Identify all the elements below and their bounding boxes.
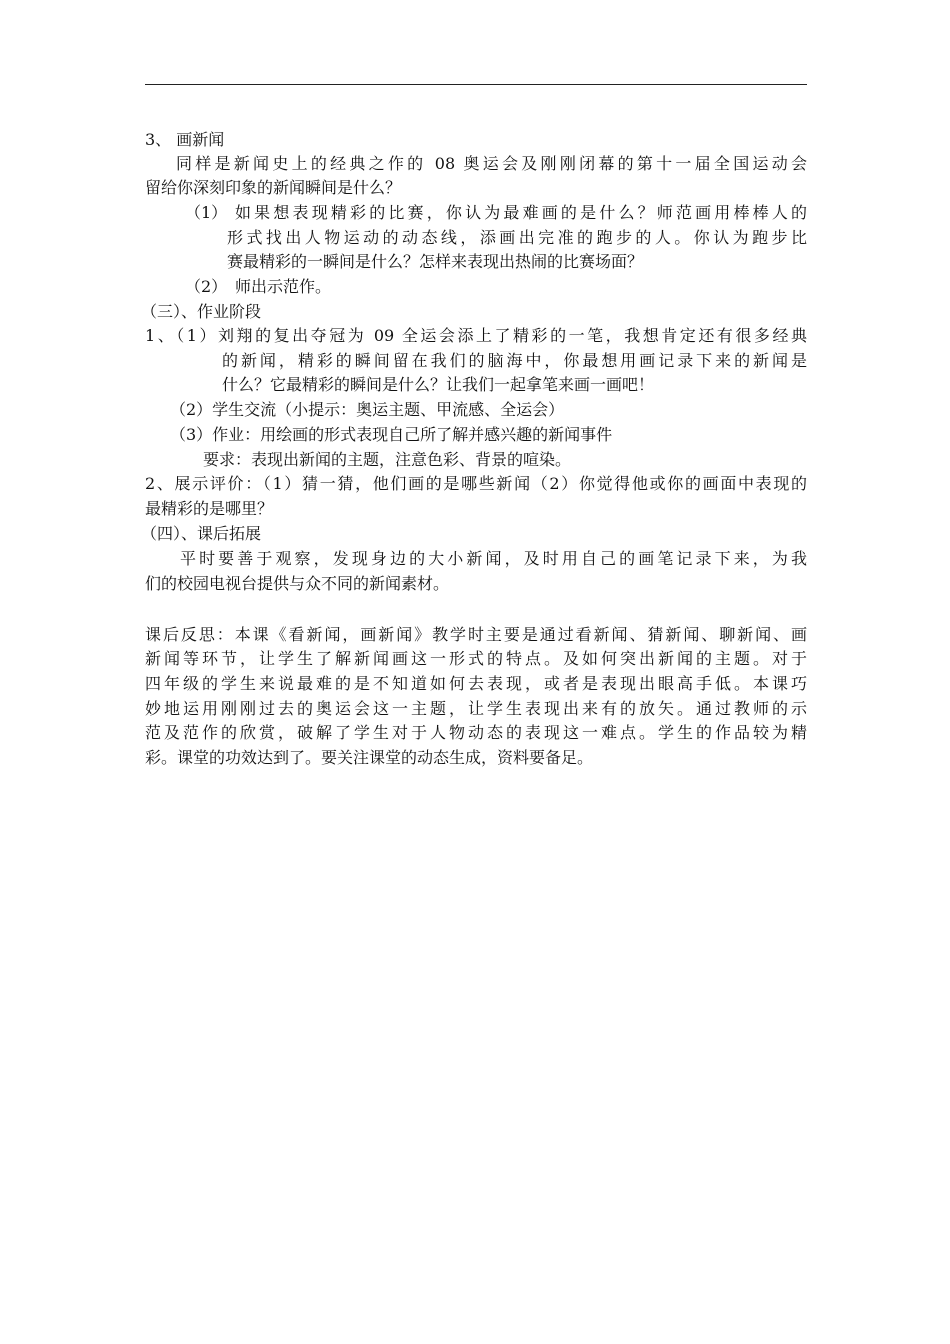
reflection-line: 范及范作的欣赏，破解了学生对于人物动态的表现这一难点。学生的作品较为精 [145, 723, 807, 742]
paragraph-line: 的新闻，精彩的瞬间留在我们的脑海中，你最想用画记录下来的新闻是 [222, 351, 807, 370]
paragraph-line: 留给你深刻印象的新闻瞬间是什么？ [145, 178, 402, 197]
paragraph-line: 平时要善于观察，发现身边的大小新闻，及时用自己的画笔记录下来，为我 [180, 549, 807, 568]
reflection-line: 新闻等环节，让学生了解新闻画这一形式的特点。及如何突出新闻的主题。对于 [145, 649, 807, 668]
reflection-line: 四年级的学生来说最难的是不知道如何去表现，或者是表现出眼高手低。本课巧 [145, 674, 807, 693]
list-item-text: 如果想表现精彩的比赛，你认为最难画的是什么？师范画用棒棒人的 [235, 203, 807, 222]
list-item-number: （1） [185, 203, 228, 222]
paragraph-line: 1、（1）刘翔的复出夺冠为 09 全运会添上了精彩的一笔，我想肯定还有很多经典 [145, 326, 807, 345]
paragraph-line: 们的校园电视台提供与众不同的新闻素材。 [145, 574, 450, 593]
section-heading: （三）、作业阶段 [141, 302, 262, 321]
paragraph-line: （2）学生交流（小提示：奥运主题、甲流感、全运会） [170, 400, 565, 419]
paragraph-line: （3）作业：用绘画的形式表现自己所了解并感兴趣的新闻事件 [170, 425, 613, 444]
paragraph-line: 同样是新闻史上的经典之作的 08 奥运会及刚刚闭幕的第十一届全国运动会 [176, 154, 807, 173]
reflection-line: 妙地运用刚刚过去的奥运会这一主题，让学生表现出来有的放矢。通过教师的示 [145, 699, 807, 718]
list-item-text: 形式找出人物运动的动态线，添画出完准的跑步的人。你认为跑步比 [227, 228, 807, 247]
reflection-line: 彩。课堂的功效达到了。要关注课堂的动态生成，资料要备足。 [145, 748, 594, 767]
list-item-number: （2） [185, 277, 228, 296]
list-item-text: 赛最精彩的一瞬间是什么？怎样来表现出热闹的比赛场面？ [227, 252, 644, 271]
list-item-text: 师出示范作。 [235, 277, 332, 296]
paragraph-line: 什么？它最精彩的瞬间是什么？让我们一起拿笔来画一画吧！ [222, 375, 655, 394]
section-heading: （四）、课后拓展 [141, 524, 262, 543]
paragraph-line: 要求：表现出新闻的主题，注意色彩、背景的喧染。 [203, 450, 572, 469]
section-heading: 3、 画新闻 [145, 130, 225, 149]
header-rule [145, 84, 807, 85]
paragraph-line: 最精彩的是哪里？ [145, 499, 274, 518]
paragraph-line: 2、展示评价：（1）猜一猜，他们画的是哪些新闻（2）你觉得他或你的画面中表现的 [145, 474, 807, 493]
reflection-line: 课后反思：本课《看新闻，画新闻》教学时主要是通过看新闻、猜新闻、聊新闻、画 [145, 625, 807, 644]
